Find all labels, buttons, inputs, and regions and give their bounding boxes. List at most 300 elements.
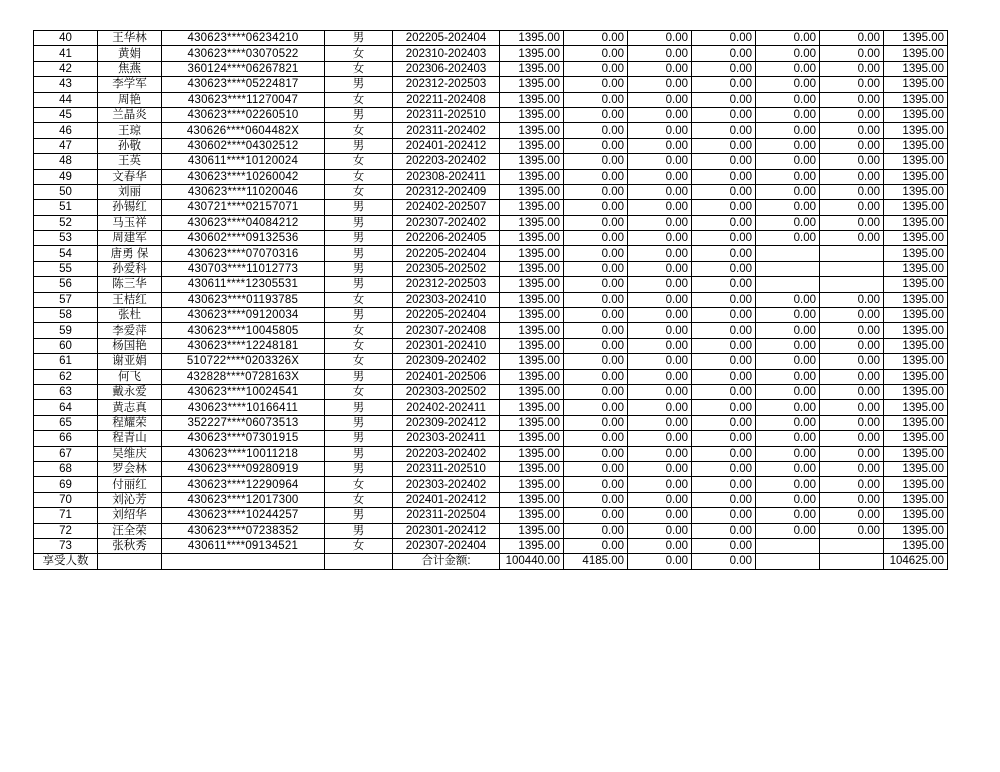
amount-cell: 0.00 <box>756 354 820 369</box>
amount-cell: 0.00 <box>820 400 884 415</box>
row-number-cell: 65 <box>34 415 98 430</box>
table-row <box>34 431 948 446</box>
amount-cell: 0.00 <box>756 523 820 538</box>
amount-cell: 0.00 <box>628 384 692 399</box>
table-row <box>34 292 948 307</box>
amount-cell: 0.00 <box>820 184 884 199</box>
period-cell: 202305-202502 <box>393 261 500 276</box>
id-number-cell: 430623****12017300 <box>162 492 325 507</box>
amount-cell: 0.00 <box>692 369 756 384</box>
amount-cell: 0.00 <box>756 308 820 323</box>
amount-cell: 0.00 <box>564 261 628 276</box>
table-row <box>34 154 948 169</box>
amount-cell: 0.00 <box>756 508 820 523</box>
amount-cell: 0.00 <box>692 215 756 230</box>
id-number-cell: 430623****10166411 <box>162 400 325 415</box>
amount-cell: 0.00 <box>692 354 756 369</box>
amount-cell: 0.00 <box>756 169 820 184</box>
amount-cell: 0.00 <box>564 138 628 153</box>
name-cell: 刘绍华 <box>98 508 162 523</box>
empty-cell <box>162 554 325 569</box>
id-number-cell: 430626****0604482X <box>162 123 325 138</box>
id-number-cell: 430623****07238352 <box>162 523 325 538</box>
amount-cell: 0.00 <box>756 200 820 215</box>
gender-cell: 女 <box>325 323 393 338</box>
gender-cell: 男 <box>325 246 393 261</box>
table-row <box>34 446 948 461</box>
amount-cell: 0.00 <box>820 77 884 92</box>
amount-cell: 0.00 <box>564 538 628 553</box>
total-cell: 4185.00 <box>564 554 628 569</box>
amount-cell: 0.00 <box>820 323 884 338</box>
amount-cell: 0.00 <box>564 369 628 384</box>
period-cell: 202206-202405 <box>393 231 500 246</box>
period-cell: 202211-202408 <box>393 92 500 107</box>
amount-cell: 0.00 <box>820 231 884 246</box>
amount-cell: 0.00 <box>692 323 756 338</box>
amount-cell: 0.00 <box>820 431 884 446</box>
row-total-cell: 1395.00 <box>884 46 948 61</box>
amount-cell: 1395.00 <box>500 107 564 122</box>
amount-cell: 0.00 <box>692 31 756 46</box>
id-number-cell: 430623****12290964 <box>162 477 325 492</box>
period-cell: 202307-202408 <box>393 323 500 338</box>
amount-cell: 1395.00 <box>500 415 564 430</box>
name-cell: 戴永爱 <box>98 384 162 399</box>
amount-cell: 0.00 <box>628 215 692 230</box>
amount-cell: 0.00 <box>756 123 820 138</box>
row-number-cell: 45 <box>34 107 98 122</box>
table-row <box>34 46 948 61</box>
period-cell: 202402-202411 <box>393 400 500 415</box>
period-cell: 202401-202412 <box>393 138 500 153</box>
name-cell: 刘沁芳 <box>98 492 162 507</box>
amount-cell <box>756 246 820 261</box>
amount-cell: 0.00 <box>756 461 820 476</box>
row-total-cell: 1395.00 <box>884 123 948 138</box>
amount-cell: 0.00 <box>564 169 628 184</box>
id-number-cell: 430623****10024541 <box>162 384 325 399</box>
id-number-cell: 430623****10011218 <box>162 446 325 461</box>
row-total-cell: 1395.00 <box>884 184 948 199</box>
amount-cell: 0.00 <box>564 292 628 307</box>
amount-cell: 1395.00 <box>500 61 564 76</box>
amount-cell <box>820 277 884 292</box>
gender-cell: 女 <box>325 46 393 61</box>
id-number-cell: 430611****09134521 <box>162 538 325 553</box>
period-cell: 202311-202510 <box>393 107 500 122</box>
amount-cell: 0.00 <box>564 123 628 138</box>
name-cell: 王英 <box>98 154 162 169</box>
amount-cell: 0.00 <box>628 46 692 61</box>
name-cell: 孙敬 <box>98 138 162 153</box>
amount-cell: 0.00 <box>692 477 756 492</box>
table-row <box>34 323 948 338</box>
amount-cell: 0.00 <box>628 138 692 153</box>
table-row <box>34 461 948 476</box>
amount-cell: 0.00 <box>756 369 820 384</box>
amount-cell: 0.00 <box>628 354 692 369</box>
row-total-cell: 1395.00 <box>884 107 948 122</box>
row-total-cell: 1395.00 <box>884 369 948 384</box>
row-number-cell: 59 <box>34 323 98 338</box>
totals-row <box>34 554 948 569</box>
row-total-cell: 1395.00 <box>884 138 948 153</box>
amount-cell: 0.00 <box>692 169 756 184</box>
amount-cell: 0.00 <box>564 477 628 492</box>
amount-cell: 0.00 <box>564 77 628 92</box>
gender-cell: 女 <box>325 184 393 199</box>
amount-cell: 0.00 <box>692 138 756 153</box>
amount-cell: 0.00 <box>628 246 692 261</box>
table-row <box>34 138 948 153</box>
row-total-cell: 1395.00 <box>884 231 948 246</box>
amount-cell: 0.00 <box>692 61 756 76</box>
amount-cell: 0.00 <box>756 492 820 507</box>
amount-cell: 1395.00 <box>500 138 564 153</box>
table-row <box>34 31 948 46</box>
gender-cell: 男 <box>325 215 393 230</box>
empty-cell <box>98 554 162 569</box>
amount-cell: 1395.00 <box>500 446 564 461</box>
name-cell: 张秋秀 <box>98 538 162 553</box>
gender-cell: 男 <box>325 77 393 92</box>
amount-cell: 0.00 <box>564 46 628 61</box>
amount-cell: 0.00 <box>692 46 756 61</box>
table-row <box>34 123 948 138</box>
name-cell: 汪全荣 <box>98 523 162 538</box>
amount-cell: 0.00 <box>820 200 884 215</box>
row-total-cell: 1395.00 <box>884 461 948 476</box>
period-cell: 202306-202403 <box>393 61 500 76</box>
name-cell: 程青山 <box>98 431 162 446</box>
amount-cell: 0.00 <box>628 92 692 107</box>
id-number-cell: 430623****10045805 <box>162 323 325 338</box>
amount-cell: 1395.00 <box>500 400 564 415</box>
period-cell: 202312-202409 <box>393 184 500 199</box>
amount-cell: 0.00 <box>756 154 820 169</box>
amount-cell: 0.00 <box>692 107 756 122</box>
amount-cell: 0.00 <box>628 231 692 246</box>
amount-cell: 0.00 <box>692 200 756 215</box>
id-number-cell: 430623****03070522 <box>162 46 325 61</box>
amount-cell: 0.00 <box>820 523 884 538</box>
id-number-cell: 360124****06267821 <box>162 61 325 76</box>
period-cell: 202205-202404 <box>393 308 500 323</box>
id-number-cell: 432828****0728163X <box>162 369 325 384</box>
amount-cell: 0.00 <box>692 523 756 538</box>
id-number-cell: 430623****06234210 <box>162 31 325 46</box>
row-number-cell: 67 <box>34 446 98 461</box>
name-cell: 刘丽 <box>98 184 162 199</box>
id-number-cell: 430602****04302512 <box>162 138 325 153</box>
amount-cell: 1395.00 <box>500 246 564 261</box>
amount-cell: 0.00 <box>628 400 692 415</box>
id-number-cell: 510722****0203326X <box>162 354 325 369</box>
table-row <box>34 184 948 199</box>
row-number-cell: 61 <box>34 354 98 369</box>
amount-cell: 0.00 <box>692 461 756 476</box>
amount-cell: 0.00 <box>564 277 628 292</box>
empty-cell <box>325 554 393 569</box>
amount-cell: 1395.00 <box>500 384 564 399</box>
row-number-cell: 62 <box>34 369 98 384</box>
amount-cell: 0.00 <box>564 154 628 169</box>
gender-cell: 女 <box>325 169 393 184</box>
amount-cell <box>756 538 820 553</box>
amount-cell: 1395.00 <box>500 338 564 353</box>
total-cell <box>820 554 884 569</box>
name-cell: 黄娟 <box>98 46 162 61</box>
amount-cell: 0.00 <box>820 492 884 507</box>
row-total-cell: 1395.00 <box>884 292 948 307</box>
id-number-cell: 430623****04084212 <box>162 215 325 230</box>
row-number-cell: 44 <box>34 92 98 107</box>
amount-cell: 0.00 <box>756 431 820 446</box>
table-row <box>34 200 948 215</box>
name-cell: 周艳 <box>98 92 162 107</box>
amount-cell: 0.00 <box>756 338 820 353</box>
amount-cell: 0.00 <box>820 338 884 353</box>
amount-cell: 0.00 <box>756 61 820 76</box>
amount-cell: 0.00 <box>820 461 884 476</box>
id-number-cell: 430623****05224817 <box>162 77 325 92</box>
table-row <box>34 61 948 76</box>
period-cell: 202309-202402 <box>393 354 500 369</box>
gender-cell: 女 <box>325 384 393 399</box>
amount-cell: 0.00 <box>692 415 756 430</box>
amount-cell: 0.00 <box>628 200 692 215</box>
amount-cell: 0.00 <box>692 261 756 276</box>
amount-cell: 1395.00 <box>500 323 564 338</box>
amount-cell: 0.00 <box>820 384 884 399</box>
amount-cell: 0.00 <box>820 169 884 184</box>
total-cell <box>756 554 820 569</box>
table-row <box>34 169 948 184</box>
amount-cell: 0.00 <box>820 61 884 76</box>
amount-cell: 0.00 <box>692 538 756 553</box>
amount-cell: 1395.00 <box>500 461 564 476</box>
table-row <box>34 77 948 92</box>
amount-cell: 0.00 <box>628 508 692 523</box>
amount-cell: 0.00 <box>564 461 628 476</box>
name-cell: 何飞 <box>98 369 162 384</box>
id-number-cell: 352227****06073513 <box>162 415 325 430</box>
amount-cell: 0.00 <box>692 338 756 353</box>
name-cell: 陈三华 <box>98 277 162 292</box>
amount-cell: 0.00 <box>756 415 820 430</box>
row-total-cell: 1395.00 <box>884 384 948 399</box>
amount-cell: 0.00 <box>628 277 692 292</box>
amount-cell: 0.00 <box>628 308 692 323</box>
amount-cell: 0.00 <box>756 31 820 46</box>
gender-cell: 男 <box>325 446 393 461</box>
id-number-cell: 430623****02260510 <box>162 107 325 122</box>
row-total-cell: 1395.00 <box>884 169 948 184</box>
amount-cell: 0.00 <box>820 292 884 307</box>
row-number-cell: 43 <box>34 77 98 92</box>
name-cell: 孙锡红 <box>98 200 162 215</box>
row-total-cell: 1395.00 <box>884 338 948 353</box>
name-cell: 吴维庆 <box>98 446 162 461</box>
amount-cell: 0.00 <box>692 400 756 415</box>
id-number-cell: 430623****11020046 <box>162 184 325 199</box>
amount-cell: 0.00 <box>564 384 628 399</box>
amount-cell: 0.00 <box>820 415 884 430</box>
id-number-cell: 430611****10120024 <box>162 154 325 169</box>
amount-cell: 0.00 <box>756 215 820 230</box>
amount-cell: 0.00 <box>756 384 820 399</box>
id-number-cell: 430623****01193785 <box>162 292 325 307</box>
amount-cell: 0.00 <box>564 354 628 369</box>
id-number-cell: 430623****10244257 <box>162 508 325 523</box>
amount-cell: 0.00 <box>692 154 756 169</box>
name-cell: 杨国艳 <box>98 338 162 353</box>
gender-cell: 男 <box>325 369 393 384</box>
amount-cell: 0.00 <box>628 338 692 353</box>
amount-cell: 0.00 <box>756 231 820 246</box>
row-total-cell: 1395.00 <box>884 446 948 461</box>
gender-cell: 女 <box>325 92 393 107</box>
amount-cell: 1395.00 <box>500 431 564 446</box>
amount-cell: 0.00 <box>628 292 692 307</box>
row-total-cell: 1395.00 <box>884 61 948 76</box>
amount-cell: 0.00 <box>756 477 820 492</box>
row-number-cell: 71 <box>34 508 98 523</box>
row-number-cell: 42 <box>34 61 98 76</box>
amount-cell: 0.00 <box>564 338 628 353</box>
amount-cell: 0.00 <box>692 123 756 138</box>
period-cell: 202301-202410 <box>393 338 500 353</box>
amount-cell: 0.00 <box>692 77 756 92</box>
name-cell: 张杜 <box>98 308 162 323</box>
gender-cell: 男 <box>325 431 393 446</box>
table-row <box>34 246 948 261</box>
table-row <box>34 523 948 538</box>
period-cell: 202203-202402 <box>393 446 500 461</box>
amount-cell <box>756 277 820 292</box>
gender-cell: 男 <box>325 138 393 153</box>
id-number-cell: 430623****07070316 <box>162 246 325 261</box>
table-row <box>34 415 948 430</box>
amount-cell: 0.00 <box>692 384 756 399</box>
period-cell: 202312-202503 <box>393 277 500 292</box>
amount-cell: 0.00 <box>564 215 628 230</box>
row-number-cell: 55 <box>34 261 98 276</box>
id-number-cell: 430602****09132536 <box>162 231 325 246</box>
amount-cell: 1395.00 <box>500 169 564 184</box>
row-number-cell: 54 <box>34 246 98 261</box>
amount-cell: 0.00 <box>756 400 820 415</box>
gender-cell: 男 <box>325 31 393 46</box>
id-number-cell: 430721****02157071 <box>162 200 325 215</box>
row-number-cell: 49 <box>34 169 98 184</box>
gender-cell: 男 <box>325 461 393 476</box>
amount-cell: 0.00 <box>564 508 628 523</box>
amount-cell: 0.00 <box>820 215 884 230</box>
amount-cell: 1395.00 <box>500 231 564 246</box>
table-row <box>34 231 948 246</box>
gender-cell: 女 <box>325 61 393 76</box>
row-total-cell: 1395.00 <box>884 246 948 261</box>
id-number-cell: 430623****07301915 <box>162 431 325 446</box>
amount-cell: 0.00 <box>564 231 628 246</box>
amount-cell: 0.00 <box>564 92 628 107</box>
amount-cell: 0.00 <box>564 415 628 430</box>
row-number-cell: 57 <box>34 292 98 307</box>
id-number-cell: 430623****09120034 <box>162 308 325 323</box>
name-cell: 黄志真 <box>98 400 162 415</box>
amount-cell: 0.00 <box>628 492 692 507</box>
amount-cell: 0.00 <box>564 107 628 122</box>
id-number-cell: 430611****12305531 <box>162 277 325 292</box>
row-total-cell: 1395.00 <box>884 508 948 523</box>
row-total-cell: 1395.00 <box>884 261 948 276</box>
row-number-cell: 50 <box>34 184 98 199</box>
row-number-cell: 47 <box>34 138 98 153</box>
gender-cell: 男 <box>325 277 393 292</box>
row-total-cell: 1395.00 <box>884 92 948 107</box>
id-number-cell: 430623****11270047 <box>162 92 325 107</box>
period-cell: 202402-202507 <box>393 200 500 215</box>
row-total-cell: 1395.00 <box>884 31 948 46</box>
row-total-cell: 1395.00 <box>884 431 948 446</box>
table-row <box>34 277 948 292</box>
amount-cell: 0.00 <box>692 231 756 246</box>
row-number-cell: 60 <box>34 338 98 353</box>
amount-cell: 0.00 <box>820 46 884 61</box>
period-cell: 202307-202404 <box>393 538 500 553</box>
amount-cell: 0.00 <box>820 107 884 122</box>
table-row <box>34 338 948 353</box>
row-total-cell: 1395.00 <box>884 538 948 553</box>
amount-cell: 0.00 <box>756 77 820 92</box>
name-cell: 李爱萍 <box>98 323 162 338</box>
amount-cell: 0.00 <box>820 477 884 492</box>
amount-cell <box>820 261 884 276</box>
row-number-cell: 69 <box>34 477 98 492</box>
table-row <box>34 369 948 384</box>
subsidy-table <box>33 30 948 570</box>
amount-cell: 1395.00 <box>500 77 564 92</box>
name-cell: 周建军 <box>98 231 162 246</box>
amount-cell: 0.00 <box>564 31 628 46</box>
name-cell: 兰晶炎 <box>98 107 162 122</box>
total-amount-label: 合计金额: <box>393 554 500 569</box>
name-cell: 孙爱科 <box>98 261 162 276</box>
name-cell: 唐勇 保 <box>98 246 162 261</box>
id-number-cell: 430623****10260042 <box>162 169 325 184</box>
amount-cell: 0.00 <box>564 184 628 199</box>
row-number-cell: 41 <box>34 46 98 61</box>
period-cell: 202303-202402 <box>393 477 500 492</box>
amount-cell: 0.00 <box>756 292 820 307</box>
period-cell: 202310-202403 <box>393 46 500 61</box>
table-row <box>34 384 948 399</box>
name-cell: 马玉祥 <box>98 215 162 230</box>
amount-cell: 0.00 <box>820 31 884 46</box>
table-row <box>34 92 948 107</box>
amount-cell: 0.00 <box>628 77 692 92</box>
amount-cell: 1395.00 <box>500 92 564 107</box>
table-row <box>34 538 948 553</box>
amount-cell: 0.00 <box>692 246 756 261</box>
row-total-cell: 1395.00 <box>884 400 948 415</box>
period-cell: 202303-202502 <box>393 384 500 399</box>
gender-cell: 男 <box>325 308 393 323</box>
row-total-cell: 1395.00 <box>884 154 948 169</box>
period-cell: 202307-202402 <box>393 215 500 230</box>
